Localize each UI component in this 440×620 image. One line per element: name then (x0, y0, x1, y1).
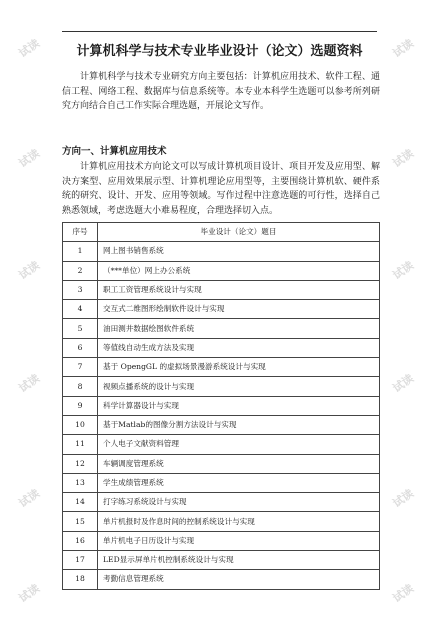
row-topic: （***单位）网上办公系统 (98, 261, 380, 280)
table-row (63, 300, 380, 319)
row-topic: 考勤信息管理系统 (98, 570, 380, 589)
watermark: 试读 (390, 146, 417, 171)
section-heading: 方向一、计算机应用技术 (62, 146, 167, 157)
row-number: 10 (63, 415, 98, 434)
table-row (63, 377, 380, 396)
topics-table (62, 222, 380, 590)
table-row (63, 435, 380, 454)
row-topic: 基于Matlab的图像分割方法设计与实现 (98, 415, 380, 434)
table-row (63, 415, 380, 434)
table-row (63, 454, 380, 473)
row-topic: 车辆调度管理系统 (98, 454, 380, 473)
table-row (63, 531, 380, 550)
row-number: 5 (63, 319, 98, 338)
table-row (63, 358, 380, 377)
table-header-row (63, 223, 380, 242)
row-number: 15 (63, 512, 98, 531)
row-number: 4 (63, 300, 98, 319)
watermark: 试读 (390, 36, 417, 61)
row-number: 18 (63, 570, 98, 589)
row-topic: 等值线自动生成方法及实现 (98, 338, 380, 357)
row-topic: 视频点播系统的设计与实现 (98, 377, 380, 396)
row-number: 12 (63, 454, 98, 473)
row-number: 17 (63, 551, 98, 570)
watermark: 试读 (390, 371, 417, 396)
row-number: 8 (63, 377, 98, 396)
watermark: 试读 (16, 581, 43, 606)
row-number: 3 (63, 280, 98, 299)
row-topic: 基于 OpengGL 的虚拟场景漫游系统设计与实现 (98, 358, 380, 377)
table-row (63, 570, 380, 589)
table-row (63, 242, 380, 261)
row-topic: 单片机电子日历设计与实现 (98, 531, 380, 550)
row-topic: LED显示屏单片机控制系统设计与实现 (98, 551, 380, 570)
row-number: 16 (63, 531, 98, 550)
row-topic: 科学计算器设计与实现 (98, 396, 380, 415)
row-topic: 学生成绩管理系统 (98, 473, 380, 492)
row-topic: 单片机报时及作息时间的控制系统设计与实现 (98, 512, 380, 531)
watermark: 试读 (16, 36, 43, 61)
watermark: 试读 (390, 486, 417, 511)
table-row (63, 261, 380, 280)
watermark: 试读 (390, 258, 417, 283)
row-topic: 油田测井数据绘图软件系统 (98, 319, 380, 338)
table-row (63, 338, 380, 357)
row-number: 2 (63, 261, 98, 280)
row-topic: 网上图书销售系统 (98, 242, 380, 261)
row-number: 13 (63, 473, 98, 492)
watermark: 试读 (16, 146, 43, 171)
row-number: 14 (63, 493, 98, 512)
table-row (63, 280, 380, 299)
table-row (63, 493, 380, 512)
document-title: 计算机科学与技术专业毕业设计（论文）选题资料 (76, 44, 363, 59)
row-topic: 打字练习系统设计与实现 (98, 493, 380, 512)
intro-paragraph: 计算机科学与技术专业研究方向主要包括：计算机应用技术、软件工程、通信工程、网络工程、数据库与信息系统等。本专业本科学生选题可以参考所列研究方向结合自己工作实际合理选题，开展论文写作。 (62, 72, 380, 111)
row-number: 9 (63, 396, 98, 415)
row-number: 11 (63, 435, 98, 454)
row-topic: 职工工资管理系统设计与实现 (98, 280, 380, 299)
watermark: 试读 (16, 258, 43, 283)
column-header-topic: 毕业设计（论文）题目 (98, 223, 380, 242)
watermark: 试读 (16, 486, 43, 511)
row-topic: 个人电子文献资料管理 (98, 435, 380, 454)
column-header-number: 序号 (63, 223, 98, 242)
table-row (63, 319, 380, 338)
watermark: 试读 (390, 581, 417, 606)
table-row (63, 512, 380, 531)
row-number: 6 (63, 338, 98, 357)
section-paragraph: 计算机应用技术方向论文可以写成计算机项目设计、项目开发及应用型、解决方案型、应用效果展示型、计算机理论应用型等，主要围绕计算机软、硬件系统的研究、设计、开发、应用等领域。写作过程中注意选题的可行性，选择自己熟悉领域，考虑选题大小难易程度，合理选择切入点。 (62, 162, 380, 216)
table-row (63, 396, 380, 415)
watermark: 试读 (16, 371, 43, 396)
row-number: 7 (63, 358, 98, 377)
header-rule (62, 31, 377, 32)
table-row (63, 473, 380, 492)
table-row (63, 551, 380, 570)
row-number: 1 (63, 242, 98, 261)
row-topic: 交互式二维图形绘制软件设计与实现 (98, 300, 380, 319)
